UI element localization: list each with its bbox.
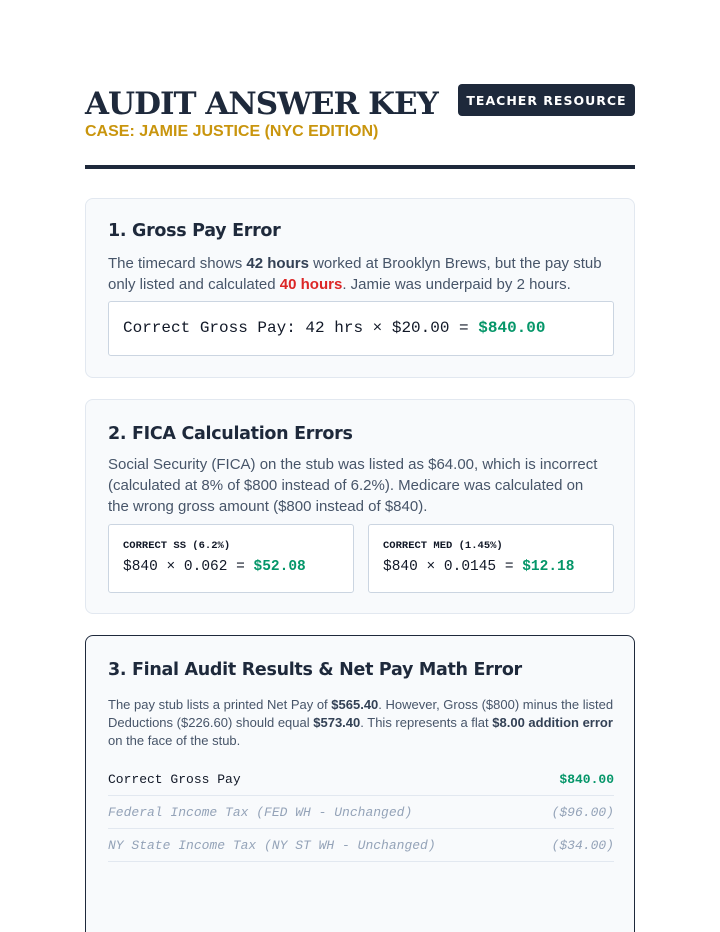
formula-result: $52.08 — [253, 559, 306, 575]
row-label: NY State Income Tax (NY ST WH - Unchanged) — [108, 837, 436, 853]
bold-text: $8.00 addition error — [492, 715, 613, 730]
bold-text: 42 hours — [246, 255, 309, 272]
section-heading: 1. Gross Pay Error — [108, 221, 281, 241]
section-paragraph: Social Security (FICA) on the stub was listed as $64.00, which is incorrect (calculated at 8% of $800 instead of 6.2%). Medicare was calculated on the wrong gross amount ($800 instead of $840). — [108, 456, 598, 515]
final-audit-results-card — [85, 635, 635, 932]
ledger-row — [108, 796, 614, 829]
text-run: worked at Brooklyn Brews, but the pay stub only listed and calculated — [108, 255, 602, 293]
error-highlight: 40 hours — [279, 276, 343, 293]
bold-text: $565.40 — [331, 697, 379, 712]
gross-pay-formula-box — [108, 301, 614, 356]
section-paragraph — [108, 696, 614, 750]
fica-errors-card — [85, 399, 635, 614]
text-run: on the face of the stub. — [108, 733, 241, 748]
page-title: AUDIT ANSWER KEY — [85, 86, 438, 122]
header-divider — [85, 165, 635, 169]
text-run: The timecard shows — [108, 255, 247, 272]
teacher-resource-badge: TEACHER RESOURCE — [458, 84, 635, 116]
box-label: CORRECT SS (6.2%) — [123, 540, 231, 552]
formula-text: $840 × 0.062 = — [123, 559, 254, 575]
text-run: . However, Gross ($800) minus the listed Deductions ($226.60) should equal — [108, 697, 614, 730]
formula-text: Correct Gross Pay: 42 hrs × $20.00 = — [123, 319, 479, 337]
box-value — [383, 559, 574, 575]
formula-line — [123, 319, 545, 337]
correct-medicare-box — [368, 524, 614, 593]
row-amount: ($96.00) — [551, 804, 614, 820]
row-amount: ($34.00) — [551, 837, 614, 853]
gross-pay-error-card — [85, 198, 635, 378]
ledger-row — [108, 829, 614, 862]
case-subtitle: CASE: JAMIE JUSTICE (NYC EDITION) — [85, 123, 379, 140]
formula-text: $840 × 0.0145 = — [383, 559, 523, 575]
text-run: . Jamie was underpaid by 2 hours. — [342, 276, 571, 293]
box-value — [123, 559, 306, 575]
text-run: . This represents a flat — [360, 715, 493, 730]
section-paragraph — [108, 253, 608, 295]
formula-result: $840.00 — [478, 319, 546, 337]
section-heading: 3. Final Audit Results & Net Pay Math Error — [108, 660, 522, 680]
section-heading: 2. FICA Calculation Errors — [108, 424, 353, 444]
formula-result: $12.18 — [522, 559, 575, 575]
row-label: Federal Income Tax (FED WH - Unchanged) — [108, 804, 413, 820]
correct-ss-box — [108, 524, 354, 593]
text-run: The pay stub lists a printed Net Pay of — [108, 697, 332, 712]
row-amount: $840.00 — [559, 771, 614, 787]
bold-text: $573.40 — [313, 715, 361, 730]
row-label: Correct Gross Pay — [108, 771, 241, 787]
box-label: CORRECT MED (1.45%) — [383, 540, 503, 552]
ledger-row — [108, 763, 614, 796]
header — [85, 82, 635, 172]
